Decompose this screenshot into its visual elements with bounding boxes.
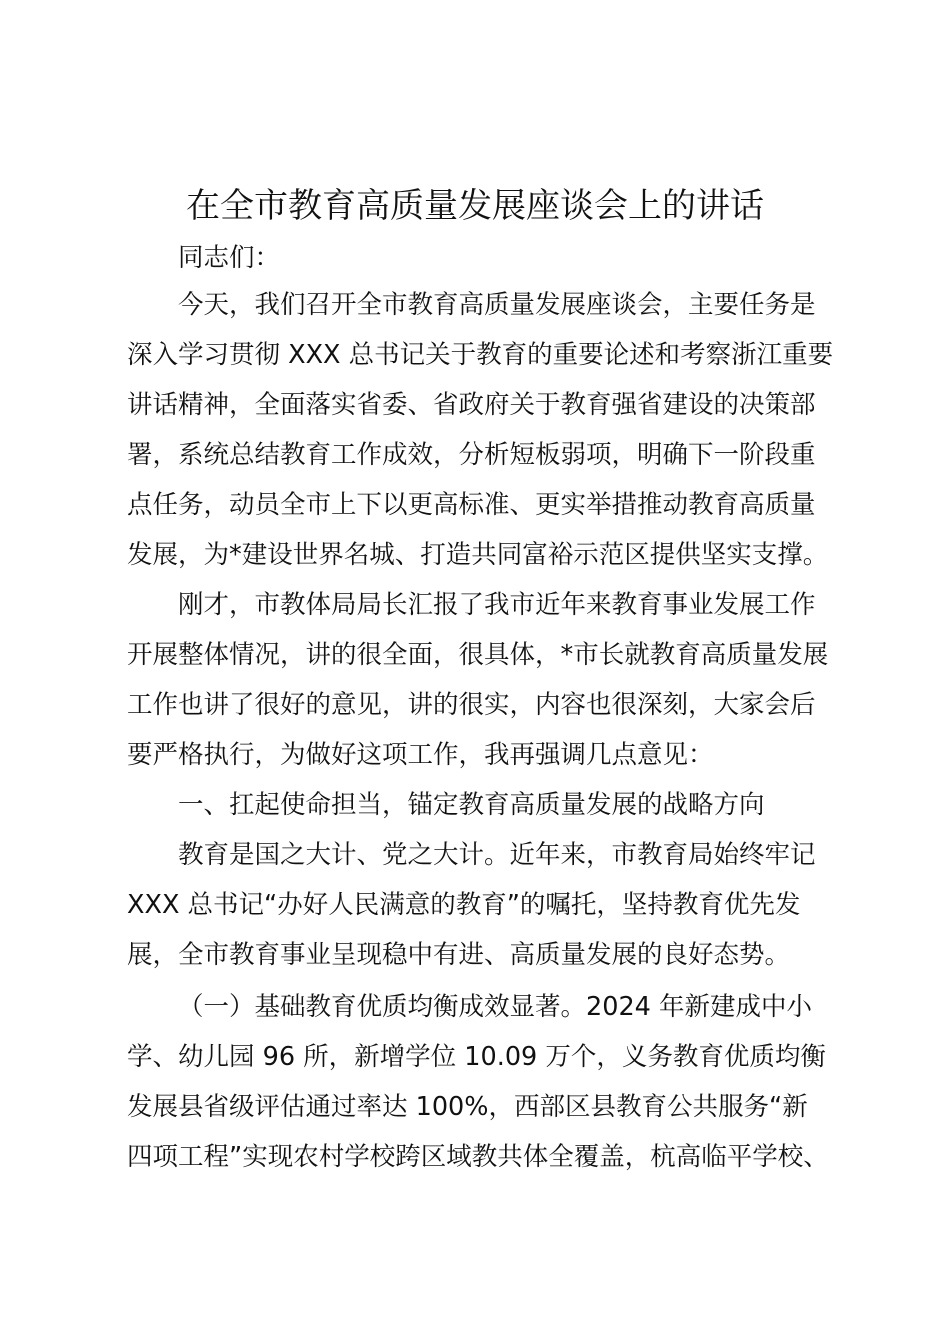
paragraph-line: 今天，我们召开全市教育高质量发展座谈会，主要任务是 — [178, 290, 816, 320]
paragraph-line: 讲话精神，全面落实省委、省政府关于教育强省建设的决策部 — [127, 390, 816, 420]
section-heading: 一、扛起使命担当，锚定教育高质量发展的战略方向 — [178, 790, 765, 820]
paragraph-line: 教育是国之大计、党之大计。近年来，市教育局始终牢记 — [178, 840, 816, 870]
paragraph-line: 点任务，动员全市上下以更高标准、更实举措推动教育高质量 — [127, 490, 816, 520]
paragraph-line: 刚才，市教体局局长汇报了我市近年来教育事业发展工作 — [178, 590, 816, 620]
paragraph-line: 要严格执行，为做好这项工作，我再强调几点意见： — [127, 740, 714, 770]
paragraph-line: 展，全市教育事业呈现稳中有进、高质量发展的良好态势。 — [127, 940, 791, 970]
paragraph-line: 工作也讲了很好的意见，讲的很实，内容也很深刻，大家会后 — [127, 690, 816, 720]
paragraph-line: 四项工程”实现农村学校跨区域教共体全覆盖，杭高临平学校、 — [127, 1142, 829, 1172]
paragraph-line: 发展县省级评估通过率达 100%，西部区县教育公共服务“新 — [127, 1092, 808, 1122]
paragraph-line: 发展，为*建设世界名城、打造共同富裕示范区提供坚实支撑。 — [127, 540, 829, 570]
paragraph-line: 学、幼儿园 96 所，新增学位 10.09 万个，义务教育优质均衡 — [127, 1042, 826, 1072]
document-title: 在全市教育高质量发展座谈会上的讲话 — [186, 186, 764, 226]
paragraph-line: 开展整体情况，讲的很全面，很具体，*市长就教育高质量发展 — [127, 640, 829, 670]
salutation: 同志们： — [178, 243, 281, 273]
paragraph-line: 深入学习贯彻 XXX 总书记关于教育的重要论述和考察浙江重要 — [127, 340, 834, 370]
paragraph-line: XXX 总书记“办好人民满意的教育”的嘱托，坚持教育优先发 — [127, 890, 801, 920]
paragraph-line: （一）基础教育优质均衡成效显著。2024 年新建成中小 — [178, 992, 813, 1022]
paragraph-line: 署，系统总结教育工作成效，分析短板弱项，明确下一阶段重 — [127, 440, 816, 470]
